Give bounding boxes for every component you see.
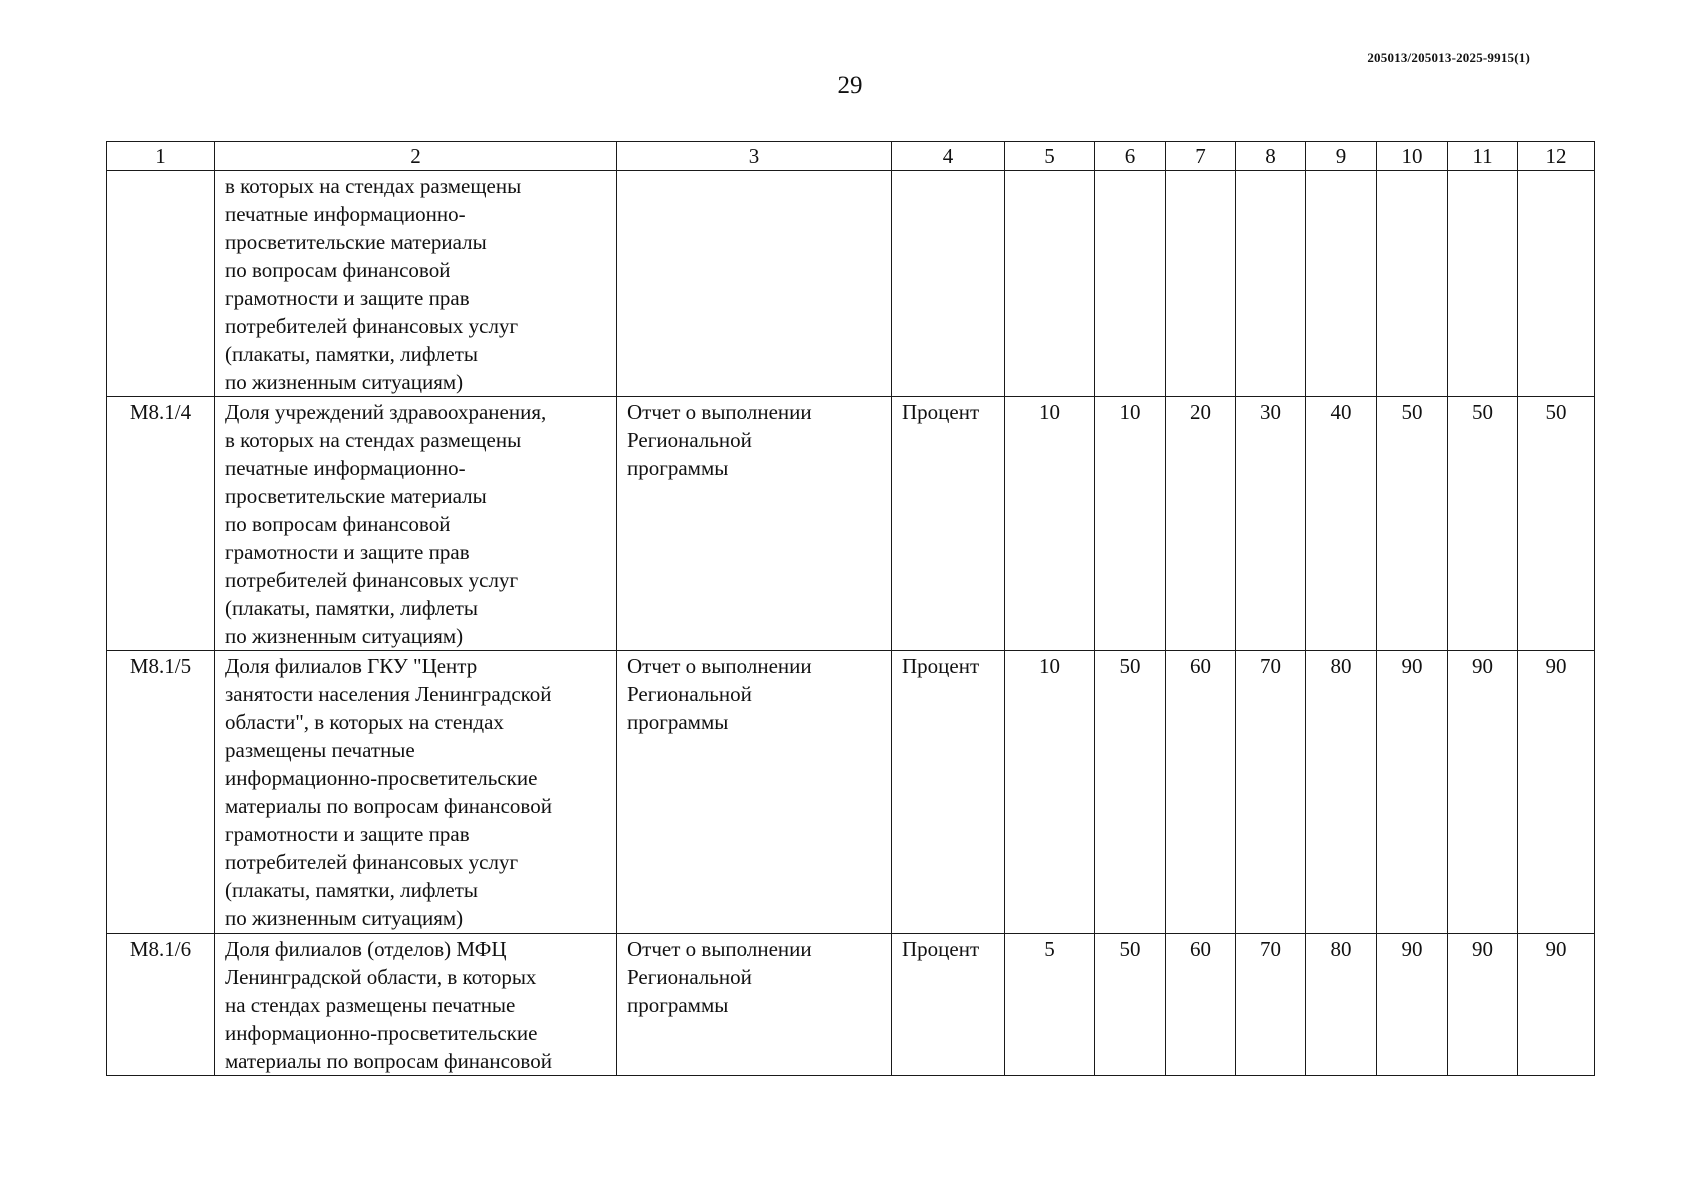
description-line: информационно-просветительские [225, 1021, 538, 1045]
indicator-code-cell: М8.1/5 [107, 651, 215, 934]
description-line: (плакаты, памятки, лифлеты [225, 596, 478, 620]
description-line: грамотности и защите прав [225, 822, 470, 846]
indicator-description-cell [215, 934, 617, 1076]
description-line: материалы по вопросам финансовой [225, 1049, 552, 1073]
header-col-2: 2 [215, 142, 617, 171]
page-number: 29 [837, 72, 863, 99]
description-line: просветительские материалы [225, 484, 487, 508]
unit-cell: Процент [892, 934, 1005, 1076]
description-line: по вопросам финансовой [225, 512, 451, 536]
unit-cell: Процент [892, 651, 1005, 934]
value-cell: 50 [1448, 397, 1518, 651]
header-col-11: 11 [1448, 142, 1518, 171]
value-cell: 90 [1377, 934, 1448, 1076]
value-cell: 50 [1377, 397, 1448, 651]
header-col-8: 8 [1236, 142, 1306, 171]
value-cell: 70 [1236, 651, 1306, 934]
table-row [107, 651, 1595, 934]
value-cell: 90 [1518, 934, 1595, 1076]
description-line: в которых на стендах размещены [225, 174, 522, 198]
description-line: занятости населения Ленинградской [225, 682, 552, 706]
unit-cell [892, 171, 1005, 397]
value-cell [1306, 171, 1377, 397]
value-cell: 60 [1166, 934, 1236, 1076]
value-cell: 90 [1448, 651, 1518, 934]
header-col-7: 7 [1166, 142, 1236, 171]
value-cell [1518, 171, 1595, 397]
indicators-table [106, 141, 1595, 1076]
value-cell: 40 [1306, 397, 1377, 651]
description-line: печатные информационно- [225, 202, 466, 226]
value-cell: 90 [1377, 651, 1448, 934]
description-line: (плакаты, памятки, лифлеты [225, 342, 478, 366]
document-registration-code: 205013/205013-2025-9915(1) [1367, 50, 1530, 65]
value-cell: 90 [1518, 651, 1595, 934]
value-cell: 10 [1005, 397, 1095, 651]
value-cell [1448, 171, 1518, 397]
description-line: по жизненным ситуациям) [225, 624, 464, 648]
table-row [107, 397, 1595, 651]
header-col-4: 4 [892, 142, 1005, 171]
source-line: программы [627, 456, 729, 480]
source-line: Региональной [627, 428, 752, 452]
description-line: печатные информационно- [225, 456, 466, 480]
value-cell: 80 [1306, 934, 1377, 1076]
indicator-code-cell: М8.1/6 [107, 934, 215, 1076]
source-line: Отчет о выполнении [627, 937, 812, 961]
value-cell: 10 [1005, 651, 1095, 934]
source-line: Региональной [627, 682, 752, 706]
source-line: Отчет о выполнении [627, 400, 812, 424]
description-line: Ленинградской области, в которых [225, 965, 537, 989]
indicator-code-cell: М8.1/4 [107, 397, 215, 651]
source-line: программы [627, 710, 729, 734]
description-line: (плакаты, памятки, лифлеты [225, 878, 478, 902]
description-line: потребителей финансовых услуг [225, 314, 519, 338]
description-line: Доля учреждений здравоохранения, [225, 400, 547, 424]
description-line: потребителей финансовых услуг [225, 850, 519, 874]
indicator-code-cell [107, 171, 215, 397]
source-cell [617, 171, 892, 397]
description-line: размещены печатные [225, 738, 415, 762]
value-cell [1166, 171, 1236, 397]
header-col-1: 1 [107, 142, 215, 171]
description-line: по вопросам финансовой [225, 258, 451, 282]
header-col-12: 12 [1518, 142, 1595, 171]
indicator-description-cell [215, 171, 617, 397]
indicators-table-container [106, 141, 1594, 1076]
description-line: грамотности и защите прав [225, 286, 470, 310]
indicator-description-cell [215, 397, 617, 651]
value-cell [1236, 171, 1306, 397]
source-line: Отчет о выполнении [627, 654, 812, 678]
description-line: на стендах размещены печатные [225, 993, 516, 1017]
description-line: информационно-просветительские [225, 766, 538, 790]
value-cell [1095, 171, 1166, 397]
value-cell: 30 [1236, 397, 1306, 651]
header-col-10: 10 [1377, 142, 1448, 171]
description-line: в которых на стендах размещены [225, 428, 522, 452]
header-col-5: 5 [1005, 142, 1095, 171]
source-line: программы [627, 993, 729, 1017]
value-cell [1377, 171, 1448, 397]
source-cell [617, 651, 892, 934]
value-cell: 50 [1095, 934, 1166, 1076]
header-row [107, 142, 1595, 171]
header-col-6: 6 [1095, 142, 1166, 171]
source-cell [617, 397, 892, 651]
description-line: по жизненным ситуациям) [225, 906, 464, 930]
source-line: Региональной [627, 965, 752, 989]
value-cell: 20 [1166, 397, 1236, 651]
value-cell: 5 [1005, 934, 1095, 1076]
value-cell: 70 [1236, 934, 1306, 1076]
indicator-description-cell [215, 651, 617, 934]
value-cell [1005, 171, 1095, 397]
source-cell [617, 934, 892, 1076]
description-line: по жизненным ситуациям) [225, 370, 464, 394]
description-line: потребителей финансовых услуг [225, 568, 519, 592]
header-col-3: 3 [617, 142, 892, 171]
header-col-9: 9 [1306, 142, 1377, 171]
value-cell: 60 [1166, 651, 1236, 934]
table-row [107, 171, 1595, 397]
value-cell: 90 [1448, 934, 1518, 1076]
value-cell: 50 [1095, 651, 1166, 934]
description-line: Доля филиалов (отделов) МФЦ [225, 937, 507, 961]
unit-cell: Процент [892, 397, 1005, 651]
description-line: грамотности и защите прав [225, 540, 470, 564]
description-line: просветительские материалы [225, 230, 487, 254]
description-line: материалы по вопросам финансовой [225, 794, 552, 818]
value-cell: 80 [1306, 651, 1377, 934]
value-cell: 10 [1095, 397, 1166, 651]
description-line: области", в которых на стендах [225, 710, 504, 734]
description-line: Доля филиалов ГКУ "Центр [225, 654, 478, 678]
table-row [107, 934, 1595, 1076]
value-cell: 50 [1518, 397, 1595, 651]
